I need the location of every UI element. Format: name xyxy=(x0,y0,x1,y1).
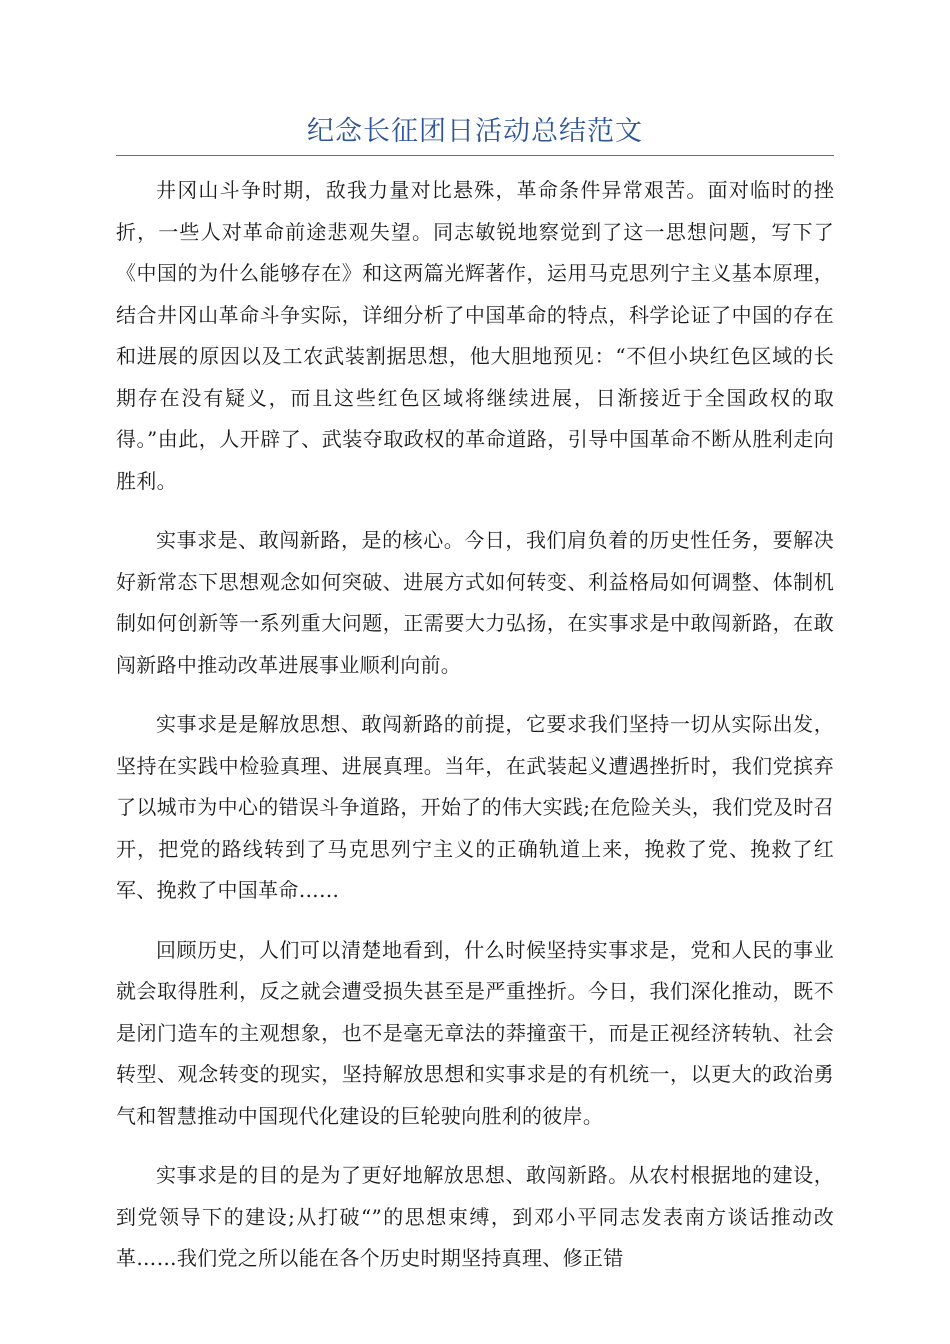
paragraph-2: 实事求是、敢闯新路，是的核心。今日，我们肩负着的历史性任务，要解决好新常态下思想观念如何突破、进展方式如何转变、利益格局如何调整、体制机制如何创新等一系列重大问题，正需要大力弘扬，在实事求是中敢闯新路，在敢闯新路中推动改革进展事业顺利向前。 xyxy=(116,528,834,677)
title-underline xyxy=(116,155,834,156)
paragraph-1: 井冈山斗争时期，敌我力量对比悬殊，革命条件异常艰苦。面对临时的挫折，一些人对革命前途悲观失望。同志敏锐地察觉到了这一思想问题，写下了《中国的为什么能够存在》和这两篇光辉著作，运用马克思列宁主义基本原理，结合井冈山革命斗争实际，详细分析了中国革命的特点，科学论证了中国的存在和进展的原因以及工农武装割据思想，他大胆地预见：“不但小块红色区域的长期存在没有疑义，而且这些红色区域将继续进展，日渐接近于全国政权的取得。”由此，人开辟了、武装夺取政权的革命道路，引导中国革命不断从胜利走向胜利。 xyxy=(116,178,834,493)
paragraph-4: 回顾历史，人们可以清楚地看到，什么时候坚持实事求是，党和人民的事业就会取得胜利，反之就会遭受损失甚至是严重挫折。今日，我们深化推动，既不是闭门造车的主观想象，也不是毫无章法的莽撞蛮干，而是正视经济转轨、社会转型、观念转变的现实，坚持解放思想和实事求是的有机统一，以更大的政治勇气和智慧推动中国现代化建设的巨轮驶向胜利的彼岸。 xyxy=(116,937,834,1128)
paragraph-3: 实事求是是解放思想、敢闯新路的前提，它要求我们坚持一切从实际出发，坚持在实践中检验真理、进展真理。当年，在武装起义遭遇挫折时，我们党摈弃了以城市为中心的错误斗争道路，开始了的伟大实践;在危险关头，我们党及时召开，把党的路线转到了马克思列宁主义的正确轨道上来，挽救了党、挽救了红军、挽救了中国革命…… xyxy=(116,712,834,902)
document-title: 纪念长征团日活动总结范文 xyxy=(307,116,643,147)
document-body xyxy=(116,170,834,1298)
paragraph-5: 实事求是的目的是为了更好地解放思想、敢闯新路。从农村根据地的建设，到党领导下的建设;从打破“”的思想束缚，到邓小平同志发表南方谈话推动改革……我们党之所以能在各个历史时期坚持真理、修正错 xyxy=(116,1163,834,1270)
